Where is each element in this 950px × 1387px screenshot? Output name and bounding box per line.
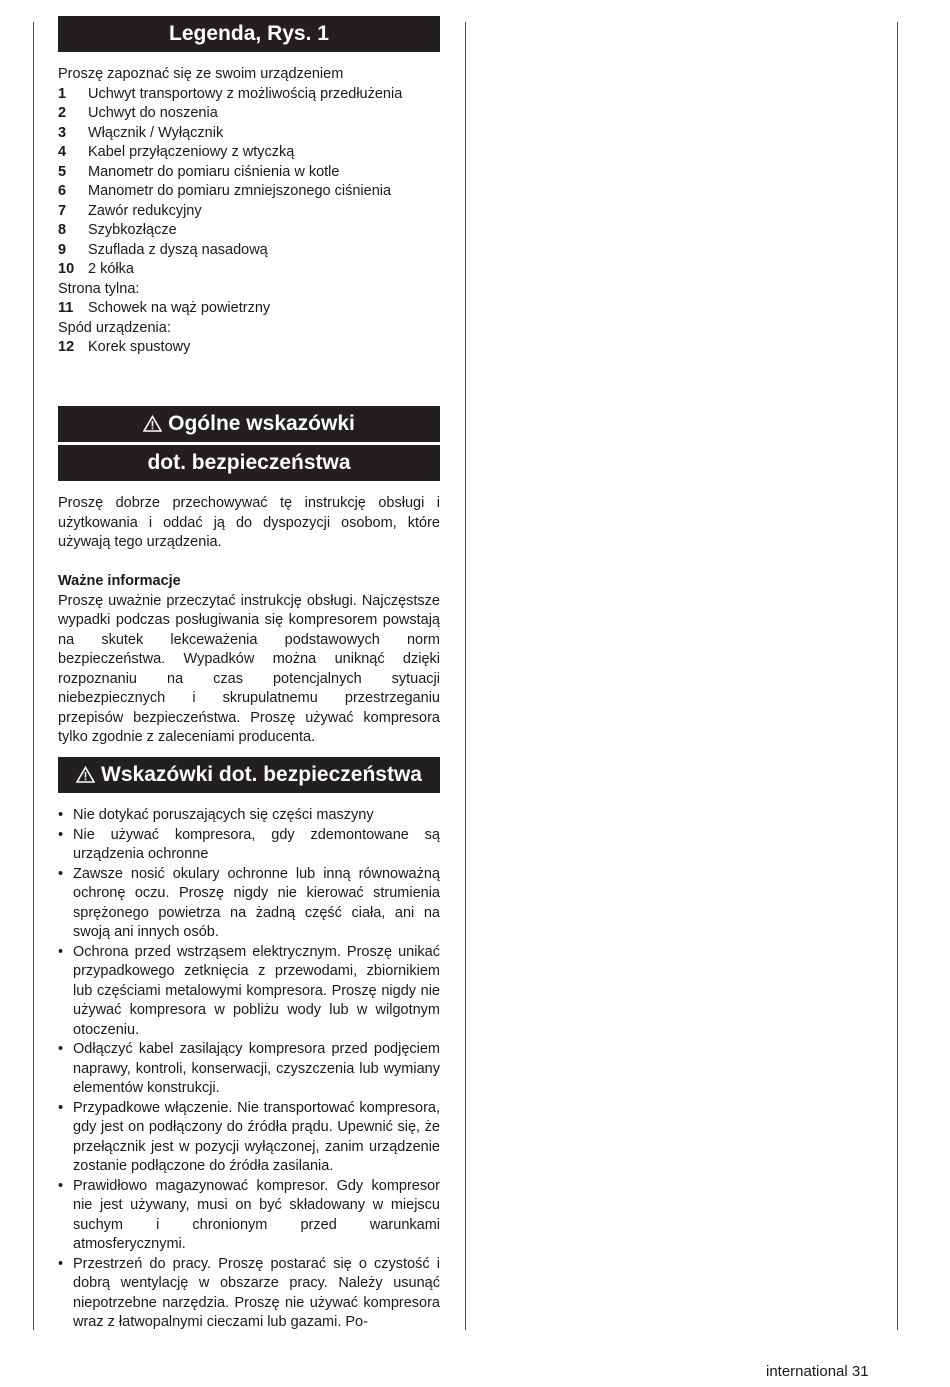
legend-text: Uchwyt transportowy z możliwością przedłużenia	[88, 85, 403, 102]
legend-header	[58, 16, 440, 52]
legend-item	[58, 163, 440, 183]
safety-bullet-item: • Nie dotykać poruszających się części maszyny	[58, 806, 440, 826]
legend-intro: Proszę zapoznać się ze swoim urządzeniem	[58, 66, 344, 82]
legend-number: 1	[58, 85, 67, 102]
legend-text: Schowek na wąż powietrzny	[88, 300, 271, 316]
general-header-line1	[58, 406, 440, 442]
legend-number: 9	[58, 241, 67, 258]
legend-number: 5	[58, 163, 67, 180]
legend-number: 7	[58, 202, 67, 219]
important-heading: Ważne informacje	[58, 573, 181, 589]
legend-number: 6	[58, 183, 67, 199]
right-margin-rule	[897, 22, 898, 1330]
legend-item	[58, 299, 440, 319]
legend-text: Manometr do pomiaru ciśnienia w kotle	[88, 163, 340, 180]
safety-title: Wskazówki dot. bezpieczeństwa	[101, 763, 422, 786]
safety-bullets	[58, 806, 440, 1333]
warning-triangle-icon	[143, 406, 162, 442]
safety-bullet-item: • Przypadkowe włączenie. Nie transportować kompresora, gdy jest on podłączony do źródła prądu. Upewnić się, że przełącznik jest w pozycji wyłączonej, zanim urządzenie zostanie podłączone do źródła zasilania.	[58, 1099, 440, 1177]
safety-bullet-item: • Odłączyć kabel zasilający kompresora przed podjęciem naprawy, kontroli, konserwacji, czyszczenia lub wymiany elementów konstrukcji.	[58, 1040, 440, 1099]
legend-text: Włącznik / Wyłącznik	[88, 124, 224, 141]
safety-bullet-item: • Ochrona przed wstrząsem elektrycznym. Proszę unikać przypadkowego zetknięcia z przewodami, zbiornikiem lub częściami metalowymi kompresora. Proszę nigdy nie używać kompresora w pobliżu wody lub w wilgotnym otoczeniu.	[58, 943, 440, 1041]
safety-header	[58, 757, 440, 793]
legend-title: Legenda, Rys. 1	[169, 22, 329, 45]
legend-item	[58, 143, 440, 163]
legend-number: 10	[58, 261, 75, 277]
legend-number: 12	[58, 339, 75, 355]
legend-text: Manometr do pomiaru zmniejszonego ciśnienia	[88, 183, 392, 199]
legend-item	[58, 182, 440, 202]
legend-number: 3	[58, 124, 67, 141]
legend-item	[58, 260, 440, 280]
general-header-line2	[58, 445, 440, 481]
warning-triangle-icon	[76, 757, 95, 793]
safety-bullet-list	[58, 806, 440, 1333]
legend-items-front	[58, 85, 440, 280]
legend-item	[58, 85, 440, 105]
left-margin-rule	[33, 22, 34, 1330]
legend-bottom-label: Spód urządzenia:	[58, 319, 171, 336]
general-paragraph: Proszę dobrze przechowywać tę instrukcję obsługi i użytkowania i oddać ją do dyspozycji osobom, które używają tego urządzenia.	[58, 495, 440, 550]
legend-number: 2	[58, 105, 67, 121]
important-section	[58, 572, 440, 748]
safety-bullet-item: • Przestrzeń do pracy. Proszę postarać się o czystość i dobrą wentylację w obszarze pracy. Należy usunąć niepotrzebne narzędzia. Proszę nie używać kompresora wraz z łatwopalnymi cieczami lub gazami. Po-	[58, 1255, 440, 1333]
general-title-line2: dot. bezpieczeństwa	[147, 451, 351, 474]
column-divider-rule	[465, 22, 466, 1330]
legend-text: Szuflada z dyszą nasadową	[88, 241, 268, 258]
legend-number: 8	[58, 222, 67, 238]
safety-bullet-item: • Nie używać kompresora, gdy zdemontowane są urządzenia ochronne	[58, 826, 440, 865]
legend-number: 11	[58, 300, 74, 316]
legend-item	[58, 338, 440, 358]
safety-bullet-item: • Prawidłowo magazynować kompresor. Gdy kompresor nie jest używany, musi on być składowany w miejscu suchym i chronionym przed warunkami atmosferycznymi.	[58, 1177, 440, 1255]
legend-text: Kabel przyłączeniowy z wtyczką	[88, 144, 295, 160]
legend-item	[58, 221, 440, 241]
important-text: Proszę uważnie przeczytać instrukcję obsługi. Najczęstsze wypadki podczas posługiwania się kompresorem powstają na skutek lekceważenia podstawowych norm bezpieczeństwa. Wypadków można uniknąć dzięki rozpoznaniu na czas potencjalnych sytuacji niebezpiecznych i skrupulatnemu przestrzeganiu przepisów bezpieczeństwa. Proszę używać kompresora tylko zgodnie z zaleceniami producenta.	[58, 592, 440, 745]
safety-bullet-item: • Zawsze nosić okulary ochronne lub inną równoważną ochronę oczu. Proszę nigdy nie kierować strumienia sprężonego powietrza na żadną część ciała, ani na swoją ani innych osób.	[58, 865, 440, 943]
legend-text: 2 kółka	[88, 261, 134, 277]
legend-number: 4	[58, 144, 67, 160]
legend-text: Zawór redukcyjny	[88, 202, 202, 219]
legend-text: Korek spustowy	[88, 339, 191, 355]
legend-item	[58, 104, 440, 124]
legend-text: Szybkozłącze	[88, 222, 177, 238]
legend-item	[58, 241, 440, 261]
legend-back-label: Strona tylna:	[58, 280, 140, 297]
legend-item	[58, 202, 440, 222]
legend-list	[58, 65, 440, 358]
legend-item	[58, 124, 440, 144]
legend-text: Uchwyt do noszenia	[88, 105, 218, 121]
general-title-line1: Ogólne wskazówki	[168, 412, 355, 435]
page-footer: international 31	[766, 1363, 869, 1380]
